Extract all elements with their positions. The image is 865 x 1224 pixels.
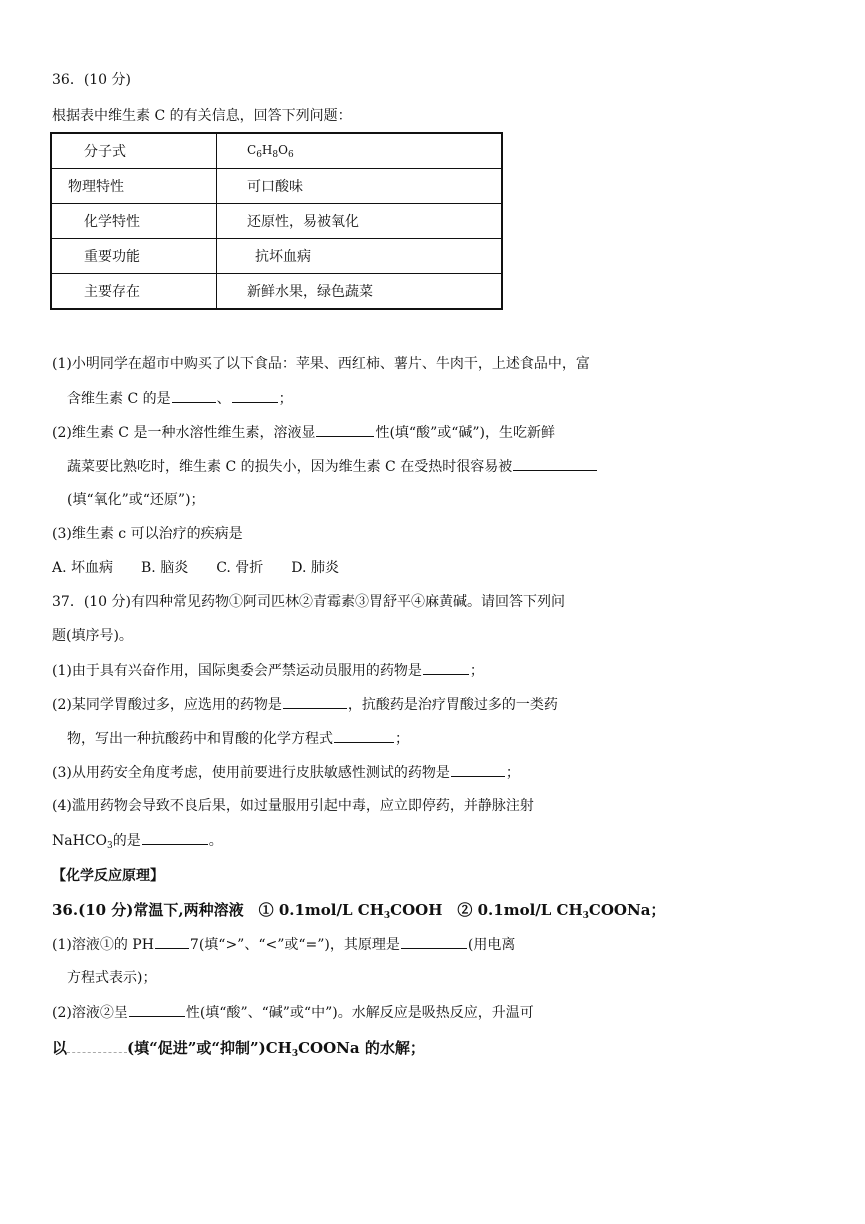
- q36b-part1-line2: 方程式表示)；: [67, 970, 157, 986]
- table-row: [51, 169, 502, 204]
- answer-blank[interactable]: [316, 422, 374, 437]
- table-value: 新鲜水果，绿色蔬菜: [217, 274, 503, 310]
- table-key: 分子式: [51, 133, 217, 169]
- q37-line1: 37．(10 分)有四种常见药物①阿司匹林②青霉素③胃舒平④麻黄碱。请回答下列问: [52, 594, 566, 610]
- section-title: 【化学反应原理】: [52, 868, 164, 884]
- answer-blank[interactable]: [401, 934, 467, 949]
- table-key: 重要功能: [51, 239, 217, 274]
- table-row: [51, 239, 502, 274]
- table-key: 物理特性: [51, 169, 217, 204]
- answer-blank[interactable]: [451, 762, 505, 777]
- q36b-header: 36.(10 分)常温下,两种溶液 ① 0.1mol/L $CH_3COOH$ ② 0.1mol/L $CH_3COONa$；: [52, 901, 666, 921]
- answer-blank[interactable]: [283, 694, 347, 709]
- q37-part2-line1: (2)某同学胃酸过多，应选用的药物是 ，抗酸药是治疗胃酸过多的一类药: [52, 694, 558, 715]
- q36-part1-line2: 含维生素 C 的是 、 ；: [67, 388, 293, 409]
- q37-part2-line2: 物，写出一种抗酸药中和胃酸的化学方程式 ；: [67, 728, 409, 749]
- q36-part3: (3)维生素 c 可以治疗的疾病是: [52, 526, 243, 542]
- q37-part4-line1: (4)滥用药物会导致不良后果，如过量服用引起中毒，应立即停药，并静脉注射: [52, 798, 534, 814]
- answer-blank[interactable]: [155, 934, 189, 949]
- table-value: 抗坏血病: [217, 239, 503, 274]
- answer-blank[interactable]: [129, 1002, 185, 1017]
- table-row: [51, 274, 502, 310]
- answer-blank[interactable]: [142, 830, 208, 845]
- q36-part1-line1: (1)小明同学在超市中购买了以下食品：苹果、西红柿、薯片、牛肉干，上述食品中，富: [52, 356, 590, 372]
- table-row: [51, 204, 502, 239]
- q36-options: A. 坏血病 B. 脑炎 C. 骨折 D. 肺炎: [52, 560, 339, 576]
- q36-part2-line1: (2)维生素 C 是一种水溶性维生素，溶液显 性(填“酸”或“碱”)，生吃新鲜: [52, 422, 555, 443]
- q37-part4-line2: NaHCO$_3$的是 。: [52, 830, 223, 856]
- q36b-part2-line2: 以 (填“促进”或“抑制$”)CH_3COONa$ 的水解；: [52, 1039, 425, 1059]
- q36b-part1-line1: (1)溶液①的 PH 7(填“>”、“<”或“=”)，其原理是 (用电离: [52, 934, 515, 955]
- table-value: 还原性，易被氧化: [217, 204, 503, 239]
- table-key: 化学特性: [51, 204, 217, 239]
- vitamin-c-table: [50, 132, 503, 310]
- answer-blank[interactable]: [423, 660, 469, 675]
- q36-intro: 根据表中维生素 C 的有关信息，回答下列问题：: [52, 108, 352, 124]
- table-value: 可口酸味: [217, 169, 503, 204]
- q37-part1: (1)由于具有兴奋作用，国际奥委会严禁运动员服用的药物是 ；: [52, 660, 484, 681]
- table-key: 主要存在: [51, 274, 217, 310]
- q36-part2-line3: (填“氧化”或“还原”)；: [67, 492, 205, 508]
- table-value: $C_6H_8O_6$: [217, 133, 503, 169]
- answer-blank[interactable]: [67, 1038, 127, 1053]
- q37-part3: (3)从用药安全角度考虑，使用前要进行皮肤敏感性测试的药物是 ；: [52, 762, 520, 783]
- q37-line2: 题(填序号)。: [52, 628, 133, 644]
- answer-blank[interactable]: [232, 388, 278, 403]
- q36-part2-line2: 蔬菜要比熟吃时，维生素 C 的损失小，因为维生素 C 在受热时很容易被: [67, 456, 598, 477]
- table-row: [51, 133, 502, 169]
- answer-blank[interactable]: [172, 388, 216, 403]
- answer-blank[interactable]: [334, 728, 394, 743]
- q36b-part2-line1: (2)溶液②呈 性(填“酸”、“碱”或“中”)。水解反应是吸热反应，升温可: [52, 1002, 534, 1023]
- q36-header: 36．(10 分): [52, 72, 132, 88]
- answer-blank[interactable]: [513, 456, 597, 471]
